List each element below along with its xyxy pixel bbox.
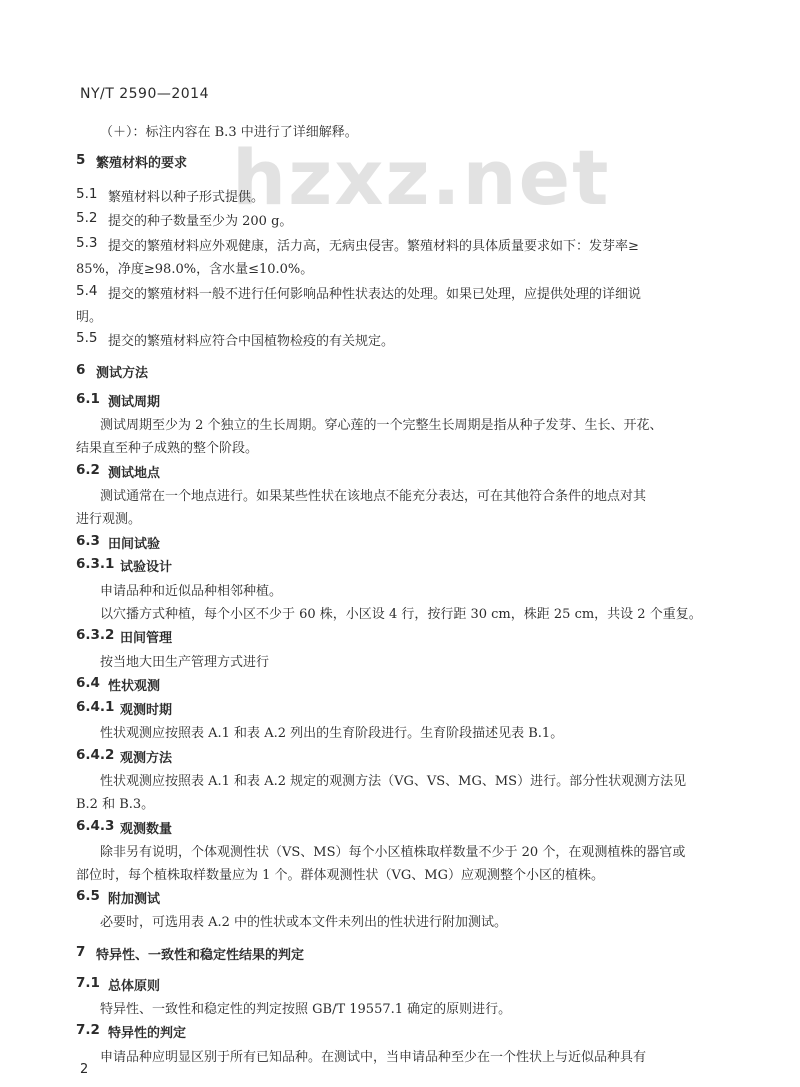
page-number: 2 [80, 1062, 89, 1077]
watermark: hzxz.net [232, 133, 611, 222]
paragraph-continued: 进行观测。 [76, 512, 142, 527]
paragraph: 性状观测应按照表 A.1 和表 A.2 规定的观测方法（VG、VS、MG、MS）进行。部分性状观测方法见 [100, 774, 687, 789]
paragraph: 申请品种应明显区别于所有已知品种。在测试中，当申请品种至少在一个性状上与近似品种具有 [100, 1050, 647, 1065]
clause-continued: 明。 [76, 310, 103, 325]
paragraph: 申请品种和近似品种相邻种植。 [100, 584, 283, 599]
paragraph: 性状观测应按照表 A.1 和表 A.2 列出的生育阶段进行。生育阶段描述见表 B.1。 [100, 726, 564, 741]
paragraph: 测试周期至少为 2 个独立的生长周期。穿心莲的一个完整生长周期是指从种子发芽、生长、开花、 [100, 418, 663, 433]
paragraph-continued: B.2 和 B.3。 [76, 797, 155, 812]
standard-code-header: NY/T 2590—2014 [80, 86, 210, 102]
paragraph-continued: 部位时，每个植株取样数量应为 1 个。群体观测性状（VG、MG）应观测整个小区的植株。 [76, 868, 605, 883]
paragraph: 按当地大田生产管理方式进行 [100, 655, 270, 670]
paragraph: 测试通常在一个地点进行。如果某些性状在该地点不能充分表达，可在其他符合条件的地点对其 [100, 489, 647, 504]
paragraph: 必要时，可选用表 A.2 中的性状或本文件未列出的性状进行附加测试。 [100, 915, 508, 930]
paragraph: 特异性、一致性和稳定性的判定按照 GB/T 19557.1 确定的原则进行。 [100, 1002, 512, 1017]
clause-continued: 85%，净度≥98.0%，含水量≤10.0%。 [76, 262, 314, 277]
paragraph: 除非另有说明，个体观测性状（VS、MS）每个小区植株取样数量不少于 20 个，在观测植株的器官或 [100, 845, 686, 860]
paragraph: 以穴播方式种植，每个小区不少于 60 株，小区设 4 行，按行距 30 cm，株距 25 cm，共设 2 个重复。 [100, 607, 702, 622]
note-line: （＋）：标注内容在 B.3 中进行了详细解释。 [100, 125, 358, 140]
paragraph-continued: 结果直至种子成熟的整个阶段。 [76, 441, 259, 456]
